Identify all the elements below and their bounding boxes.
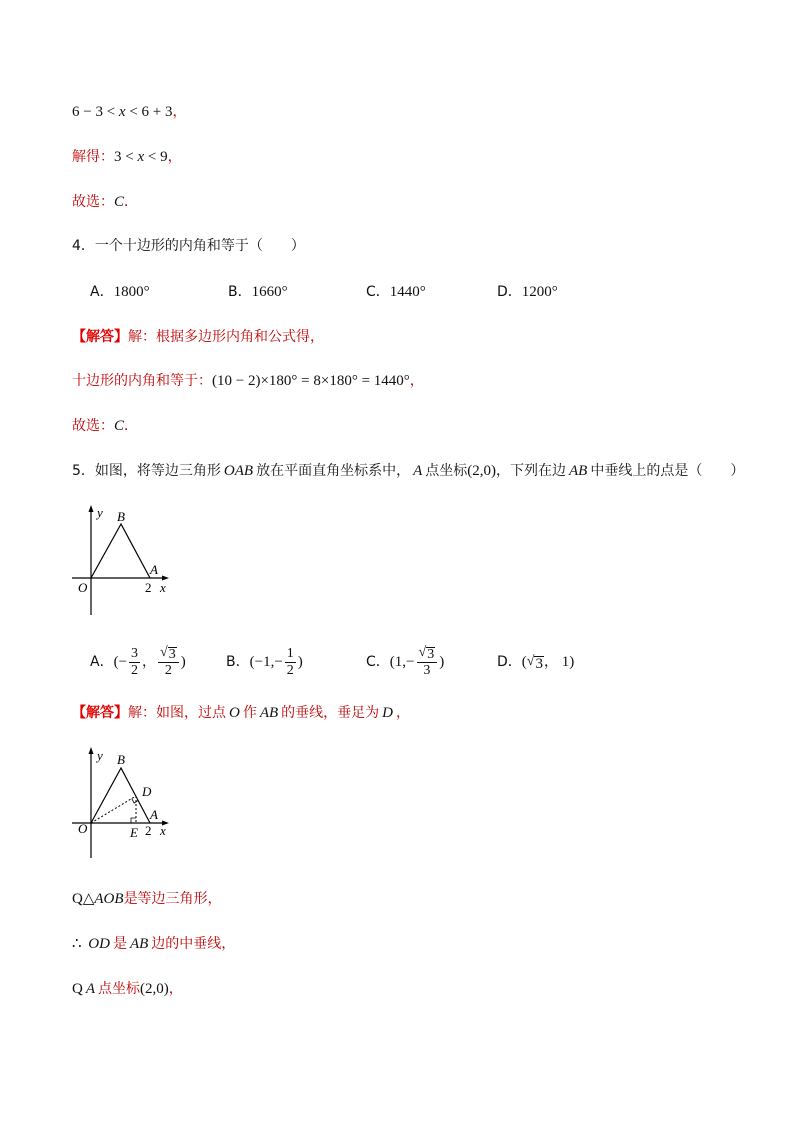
choice-label: 故选： <box>72 194 114 210</box>
option-letter: A． <box>90 654 114 670</box>
option-letter: C． <box>366 284 390 300</box>
point-d-label: D <box>142 784 152 799</box>
option-close: ) <box>297 654 303 670</box>
q5-stem-text: 点坐标 <box>425 463 468 479</box>
q5-stem-text: 如图，将等边三角形 <box>94 463 221 479</box>
because-symbol: Q <box>72 891 83 907</box>
denominator: 2 <box>131 662 139 678</box>
point-b-label: B <box>117 509 125 524</box>
point-e-label: E <box>130 825 138 840</box>
reason-text: 是等边三角形， <box>123 891 222 907</box>
q4-option-b <box>228 282 288 302</box>
solution-tag: 【解答】 <box>72 329 128 345</box>
q4-stem <box>72 236 305 256</box>
fraction <box>129 646 140 679</box>
inequality-right-part: < 6 + 3 <box>125 104 173 120</box>
option-close: ) <box>180 654 186 670</box>
solution-tag: 【解答】 <box>72 705 128 721</box>
reason-text: 点坐标 <box>98 981 141 997</box>
origin-label: O <box>78 580 88 595</box>
q5-option-a <box>90 644 186 680</box>
side-ab: AB <box>129 936 149 952</box>
choice-answer: C <box>114 418 125 434</box>
option-open: (− <box>113 654 128 670</box>
line-end-period: ． <box>124 194 139 210</box>
q5-reason-coordinate <box>72 979 183 999</box>
reason-text: 是 <box>112 936 127 952</box>
option-value: 1800° <box>113 284 150 300</box>
prev-choice-line <box>72 192 138 212</box>
option-close: ) <box>439 654 445 670</box>
q4-calculation-line <box>72 371 424 391</box>
therefore-symbol: ∴ <box>72 936 86 952</box>
solution-intro-text: 解：根据多边形内角和公式得， <box>128 329 324 345</box>
solved-left-part: 3 < <box>114 149 138 165</box>
solved-range-line <box>72 147 182 167</box>
solved-label: 解得： <box>72 149 114 165</box>
option-letter: C． <box>366 654 390 670</box>
side-ab: AB <box>569 463 588 479</box>
point-o: O <box>229 705 240 721</box>
q5-option-c <box>366 644 444 680</box>
option-value: 1200° <box>521 284 558 300</box>
radical-sign: √ <box>418 645 427 660</box>
option-value: 1660° <box>251 284 288 300</box>
point-a-coordinate: (2,0) <box>140 981 169 997</box>
numerator <box>417 645 438 663</box>
q5-stem-text: 中垂线上的点是（ ） <box>590 463 745 479</box>
calculation-formula: (10 − 2)×180° = 8×180° = 1440° <box>212 373 410 389</box>
q5-solution-figure <box>70 743 180 863</box>
triangle-symbol: △ <box>82 891 95 907</box>
option-open: ( <box>521 654 527 670</box>
solved-right-part: < 9 <box>144 149 168 165</box>
q5-reason-equilateral <box>72 889 222 909</box>
calculation-label: 十边形的内角和等于： <box>72 373 212 389</box>
line-end-comma: ， <box>167 149 182 165</box>
y-axis-label: y <box>97 505 103 520</box>
fraction <box>417 645 438 679</box>
q5-stem-text: ，下列在边 <box>496 463 567 479</box>
fraction <box>158 645 179 679</box>
x-axis-label: x <box>160 580 166 595</box>
denominator: 2 <box>286 662 294 678</box>
radical-sign: √ <box>526 654 535 669</box>
q5-number: 5． <box>72 463 95 479</box>
choice-answer: C <box>114 194 125 210</box>
q5-coordinate-figure <box>70 500 180 620</box>
q4-choice-line <box>72 416 138 436</box>
y-axis-label: y <box>97 748 103 763</box>
q4-option-a <box>90 282 150 302</box>
q4-solution-intro <box>72 327 324 347</box>
option-letter: D． <box>497 284 522 300</box>
point-d: D <box>382 705 394 721</box>
point-a: A <box>85 981 96 997</box>
fraction <box>285 646 296 679</box>
q5-option-b <box>226 644 303 680</box>
option-separator: ， <box>543 654 558 670</box>
right-angle-mark-e <box>131 818 136 823</box>
y-axis-arrow <box>89 747 94 754</box>
option-letter: D． <box>497 654 522 670</box>
option-letter: B． <box>226 654 250 670</box>
solution-text: 作 <box>242 705 257 721</box>
origin-label: O <box>78 821 88 836</box>
inequality-range-line <box>72 102 187 122</box>
denominator: 3 <box>423 663 431 678</box>
option-value: 1440° <box>389 284 426 300</box>
line-end-comma: ， <box>396 705 411 721</box>
q5-reason-bisector <box>72 934 235 954</box>
line-end-comma: ， <box>168 981 183 997</box>
x-tick-label: 2 <box>145 580 152 595</box>
variable-x: x <box>137 149 145 165</box>
radicand: 3 <box>535 655 543 672</box>
q4-options <box>0 282 794 302</box>
x-tick-label: 2 <box>145 823 152 838</box>
triangle-oab <box>91 524 150 578</box>
q5-options <box>0 644 794 680</box>
triangle-name: AOB <box>94 891 124 907</box>
segment-od: OD <box>88 936 110 952</box>
denominator: 2 <box>164 663 172 678</box>
q5-solution-intro <box>72 703 410 723</box>
q5-stem <box>72 461 744 481</box>
point-a-label: A <box>150 562 158 577</box>
solution-text: 的垂线，垂足为 <box>281 705 380 721</box>
option-open: (1,− <box>389 654 415 670</box>
point-a-label: A <box>150 807 158 822</box>
option-open: (−1,− <box>249 654 283 670</box>
point-b-label: B <box>117 752 125 767</box>
q4-stem-text: 一个十边形的内角和等于（ ） <box>94 238 305 254</box>
numerator: 3 <box>131 645 139 661</box>
q5-option-d <box>497 644 574 680</box>
line-end-comma: ， <box>409 373 424 389</box>
reason-text: 边的中垂线， <box>151 936 236 952</box>
numerator <box>158 645 179 663</box>
q5-stem-text: 放在平面直角坐标系中， <box>256 463 411 479</box>
line-end-period: ． <box>124 418 139 434</box>
inequality-left-part: 6 − 3 < <box>72 104 119 120</box>
radical-sign: √ <box>160 645 168 660</box>
triangle-name: OAB <box>223 463 254 479</box>
y-axis-arrow <box>89 505 94 512</box>
numerator: 1 <box>286 645 294 661</box>
x-axis-label: x <box>160 823 166 838</box>
option-letter: B． <box>228 284 252 300</box>
q4-option-d <box>497 282 558 302</box>
option-separator: ， <box>142 654 157 670</box>
line-end-comma: ， <box>172 104 187 120</box>
radicand: 3 <box>168 647 176 662</box>
option-close: 1) <box>557 654 575 670</box>
because-symbol: Q <box>72 981 83 997</box>
point-a-coordinate: (2,0) <box>467 463 497 479</box>
choice-label: 故选： <box>72 418 114 434</box>
q4-option-c <box>366 282 426 302</box>
variable-x: x <box>118 104 126 120</box>
side-ab: AB <box>259 705 279 721</box>
q4-number: 4． <box>72 238 95 254</box>
point-a: A <box>413 463 423 479</box>
solution-text: 解：如图，过点 <box>128 705 226 721</box>
option-letter: A． <box>90 284 114 300</box>
radicand: 3 <box>427 647 435 662</box>
